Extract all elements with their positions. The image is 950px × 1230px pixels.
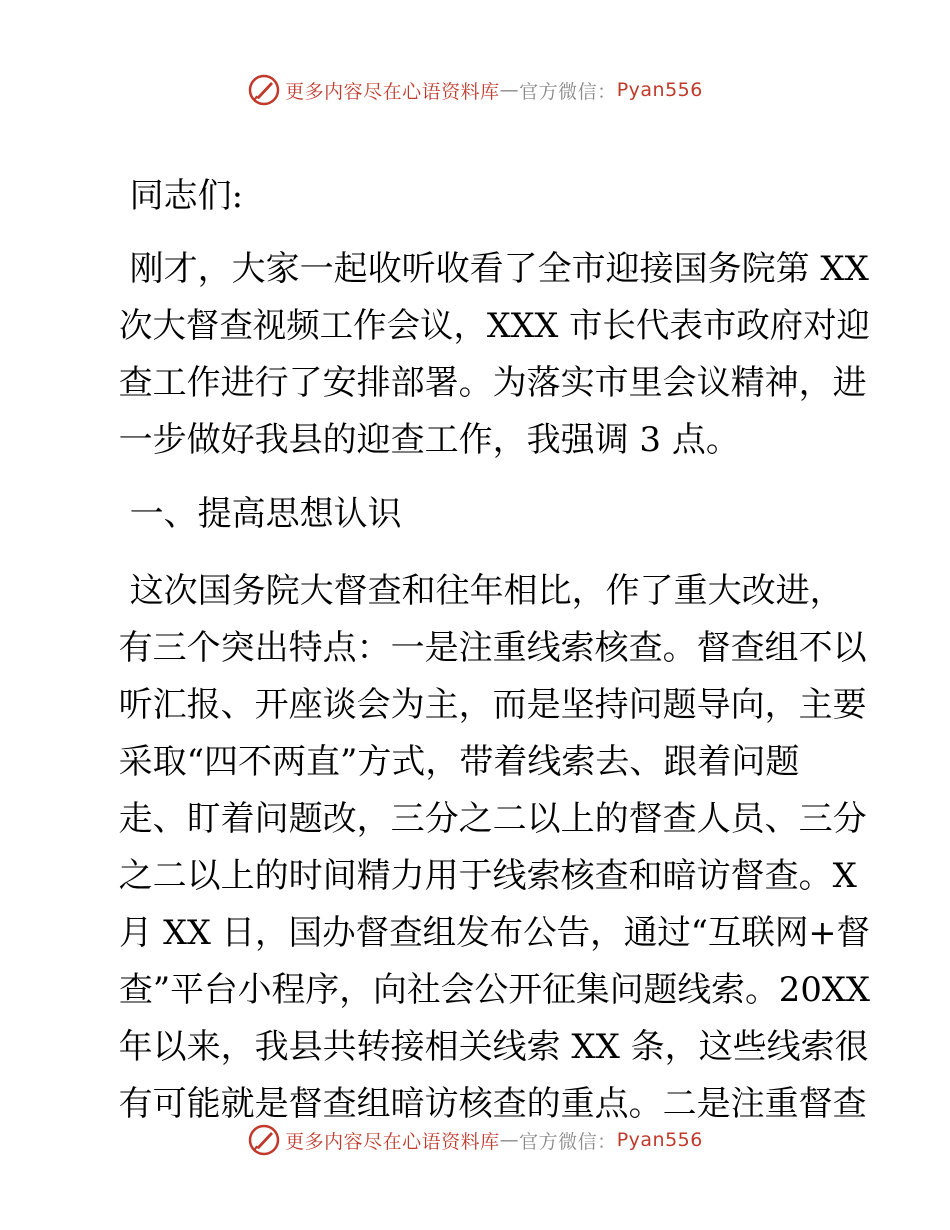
paragraph-line: 走、盯着问题改，三分之二以上的督查人员、三分 <box>118 799 867 839</box>
paragraph-line: 采取“四不两直”方式，带着线索去、跟着问题 <box>118 742 800 782</box>
banner-wechat-id: Pyan556 <box>616 1129 703 1151</box>
banner-separator: — <box>499 1129 520 1151</box>
paragraph-line: 年以来，我县共转接相关线索 XX 条，这些线索很 <box>118 1027 869 1067</box>
paragraph-line: 刚才，大家一起收听收看了全市迎接国务院第 XX <box>129 249 869 289</box>
section-heading: 一、提高思想认识 <box>129 494 402 534</box>
feather-pen-logo-icon <box>247 73 281 107</box>
header-banner <box>0 70 950 110</box>
paragraph-line: 查”平台小程序，向社会公开征集问题线索。20XX <box>118 970 870 1010</box>
footer-banner <box>0 1120 950 1160</box>
paragraph-line: 听汇报、开座谈会为主，而是坚持问题导向，主要 <box>118 685 867 725</box>
banner-brand-text: 更多内容尽在心语资料库 <box>285 1130 500 1153</box>
paragraph-line: 这次国务院大督查和往年相比，作了重大改进， <box>129 571 844 611</box>
banner-wechat-id: Pyan556 <box>616 79 703 101</box>
paragraph-line: 查工作进行了安排部署。为落实市里会议精神，进 <box>118 363 867 403</box>
paragraph-line: 月 XX 日，国办督查组发布公告，通过“互联网+督 <box>118 913 870 953</box>
banner-brand-text: 更多内容尽在心语资料库 <box>285 80 500 103</box>
banner-official-text: 官方微信： <box>519 80 617 103</box>
feather-pen-logo-icon <box>247 1123 281 1157</box>
paragraph-line: 一步做好我县的迎查工作，我强调 3 点。 <box>118 420 740 460</box>
banner-official-text: 官方微信： <box>519 1130 617 1153</box>
paragraph-line: 有三个突出特点：一是注重线索核查。督查组不以 <box>118 628 867 668</box>
paragraph-line: 次大督查视频工作会议，XXX 市长代表市政府对迎 <box>118 306 870 346</box>
paragraph-line: 之二以上的时间精力用于线索核查和暗访督查。X <box>118 856 857 896</box>
salutation: 同志们: <box>129 176 244 216</box>
banner-separator: — <box>499 79 520 101</box>
paragraph-line: 有可能就是督查组暗访核查的重点。二是注重督查 <box>118 1084 867 1124</box>
